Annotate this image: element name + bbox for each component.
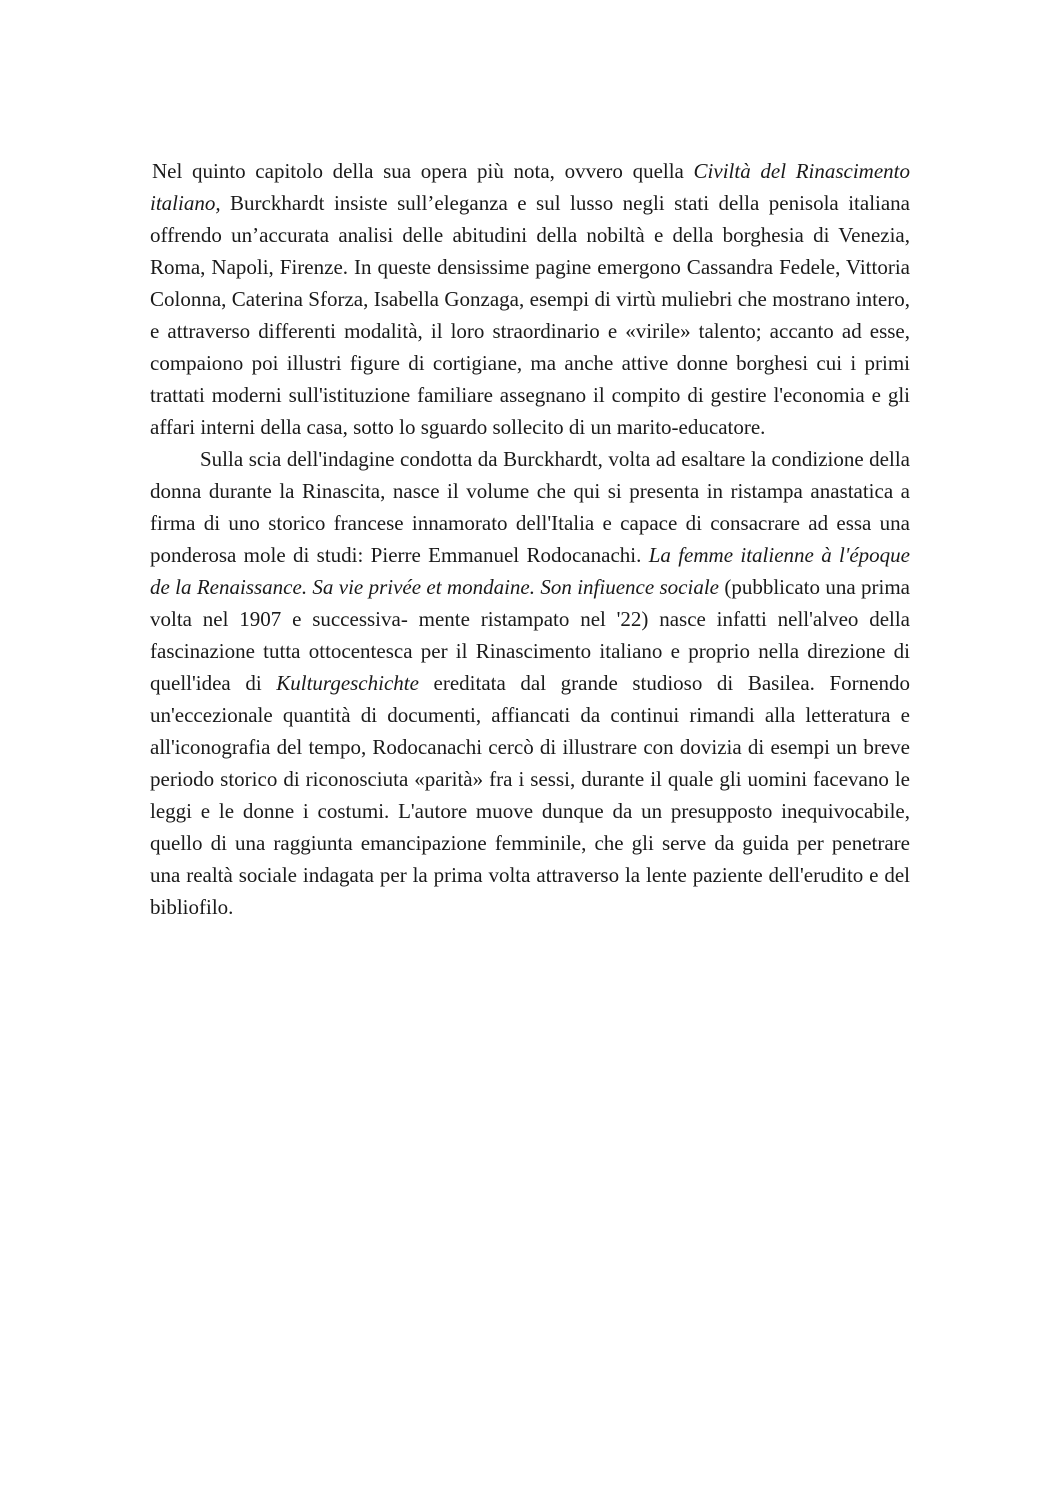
paragraph-2 bbox=[150, 443, 910, 923]
book-title-civilta: Civiltà del Rinascimento italiano, bbox=[150, 159, 910, 215]
term-kulturgeschichte: Kulturgeschichte bbox=[276, 671, 419, 695]
paragraph-2-text-1: Sulla scia dell'indagine condotta da Burckhardt, volta ad esaltare la condizione della donna durante la Rinascita, nasce il volume che qui si presenta in ristampa anastatica a firma di uno storico francese innamorato dell'Italia e capace di consacrare ad essa una ponderosa mole di studi: Pierre Emmanuel Rodocanachi. bbox=[150, 447, 910, 567]
paragraph-1-text-1: Nel quinto capitolo della sua opera più nota, ovvero quella bbox=[152, 159, 694, 183]
book-title-la-femme-italienne: La femme italienne à l'époque de la Renaissance. Sa vie privée et mondaine. Son infiuence sociale bbox=[150, 543, 911, 599]
paragraph-2-text-2: (pubblicato una prima volta nel 1907 e successiva- mente ristampato nel '22) nasce infatti nell'alveo della fascinazione tutta ottocentesca per il Rinascimento italiano e proprio nella direzione di quell'idea di bbox=[150, 575, 910, 695]
paragraph-1-text-2: Burckhardt insiste sull’eleganza e sul lusso negli stati della penisola italiana offrendo un’accurata analisi delle abitudini della nobiltà e della borghesia di Venezia, Roma, Napoli, Firenze. In queste densissime pagine emergono Cassandra Fedele, Vittoria Colonna, Caterina Sforza, Isabella Gonzaga, esempi di virtù muliebri che mostrano intero, e attraverso differenti modalità, il loro straordinario e «virile» talento; accanto ad esse, compaiono poi illustri figure di cortigiane, ma anche attive donne borghesi cui i primi trattati moderni sull'istituzione familiare assegnano il compito di gestire l'economia e gli affari interni della casa, sotto lo sguardo sollecito di un marito-educatore. bbox=[150, 191, 910, 439]
body-text bbox=[150, 155, 910, 923]
paragraph-2-text-3: ereditata dal grande studioso di Basilea. Fornendo un'eccezionale quantità di documenti, affiancati da continui rimandi alla letteratura e all'iconografia del tempo, Rodocanachi cercò di illustrare con dovizia di esempi un breve periodo storico di riconosciuta «parità» fra i sessi, durante il quale gli uomini facevano le leggi e le donne i costumi. L'autore muove dunque da un presupposto inequivocabile, quello di una raggiunta emancipazione femminile, che gli serve da guida per penetrare una realtà sociale indagata per la prima volta attraverso la lente paziente dell'erudito e del bibliofilo. bbox=[150, 671, 910, 919]
paragraph-1 bbox=[150, 155, 910, 443]
